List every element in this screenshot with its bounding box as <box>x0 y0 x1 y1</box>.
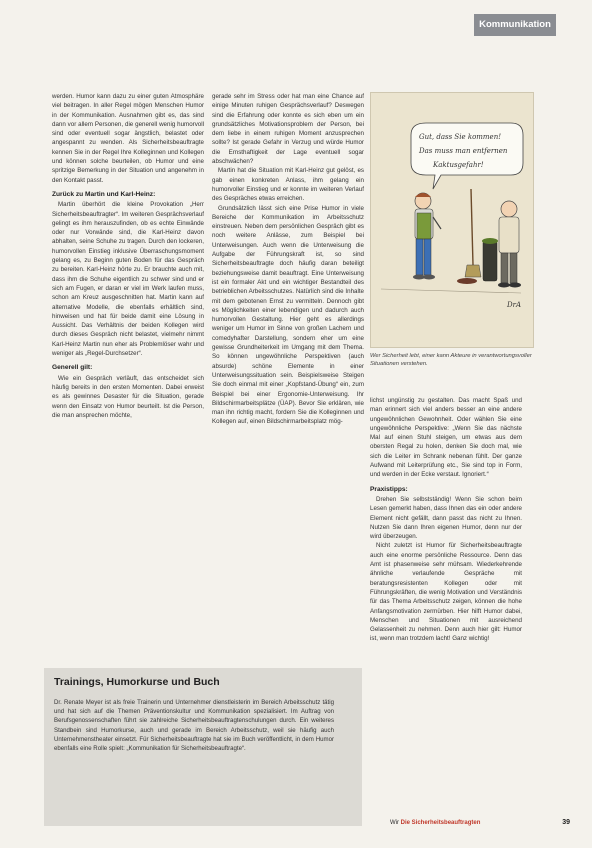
speech-text-3: Kaktusgefahr! <box>433 161 484 169</box>
info-box <box>44 668 362 826</box>
cartoon-drawing <box>371 93 533 347</box>
article-column-3 <box>370 396 522 644</box>
image-caption: Wer Sicherheit lebt, einer kann Akteure in verantwortungsvoller Situationen verstehen. <box>370 353 532 367</box>
paragraph: Martin hat die Situation mit Karl-Heinz gut gelöst, es gab einen konkreten Anlass, ihm gelang ein humorvoller Einstieg und er konnte im weiteren Verlauf des Gespräches etwas erreichen. <box>212 167 364 203</box>
paragraph: Nicht zuletzt ist Humor für Sicherheitsbeauftragte auch eine enorme persönliche Ressource. Denn das Amt ist phasenweise sehr mühsam. Wiederkehrende ähnliche verlaufende Gespräche mit beratungsresistenten Kollegen oder mit Führungskräften, die wenig Motivation und Verständnis für das Thema Arbeitsschutz zeigen, können die hohe Anfangsmotivation zermürben. Hier hilft Humor dabei, Menschen und Situationen mit ausreichend Gelassenheit zu nehmen. Denn auch hier gilt: Humor ist, wenn man trotzdem lacht! Ganz wichtig! <box>370 542 522 643</box>
paragraph: Martin überhört die kleine Provokation „Herr Sicherheitsbeauftragter“. Im weiteren Gesprächsverlauf gelingt es ihm herauszufinden, ob es echte Einwände oder nur Vorwände sind, die Karl-Heinz davon abhalten, seine Schuhe zu tragen. Durch den lockeren, humorvollen Einstieg inklusive Überraschungsmoment gelang es, zu Beginn guten Boden für das Gespräch zu bereiten. Karl-Heinz hörte zu. Er brauchte auch mit, dass ihm die Schuhe eigentlich zu schwer sind und er sich am Fugen, er daran er viel im Werk laufen muss, schon am Kreuz ausgeschnitten hat. Martin kann auf alternative Modelle, die ebenfalls erhältlich sind, hinweisen und hat für beide damit eine Lösung in Aussicht. Das Verhältnis der beiden Kollegen wird durch dieses Gespräch nicht belastet, vielmehr nimmt Karl-Heinz Martin nun eher als Problemlöser wahr und weniger als „Regel-Durchsetzer“. <box>52 201 204 358</box>
subheading: Zurück zu Martin und Karl-Heinz: <box>52 190 156 198</box>
page-number: 39 <box>562 819 570 826</box>
cartoon-illustration <box>370 92 534 348</box>
subheading: Praxistipps: <box>370 485 408 493</box>
paragraph: lichst ungünstig zu gestalten. Das macht Spaß und man erinnert sich viel anders besser an eine andere ungewöhnlichen Gewohnheit. Oder wählen Sie eine ungewöhnliche Perspektive: „Wenn Sie das nächste Mal auf einen Stuhl steigen, um etwas aus dem obersten Regal zu holen, denken Sie doch mal, wie sich die Leiter im Schrank nebenan fühlt. Der ganze Aufwand mit Leiterprüfung etc., Sie sind top in Form, und werden in der Ecke verstaut. Ignoriert.“ <box>370 397 522 479</box>
paragraph: werden. Humor kann dazu zu einer guten Atmosphäre viel beitragen. In aller Regel mögen Menschen Humor in der Kommunikation. Ausnahmen gibt es, das sind dann vor allem Personen, die generell wenig humorvoll sind oder eventuell sogar ängstlich, belastet oder angespannt zu wenden. Als Sicherheitsbeauftragte kennen Sie in der Regel Ihre Kolleginnen und Kollegen und können solche beurteilen, ob Humor und eine spritzige Bemerkung in der Situation und angenehm in den Kontakt passt. <box>52 93 204 184</box>
footer-issue: Wir <box>390 820 399 826</box>
section-tag: Kommunikation <box>474 14 556 36</box>
article-column-1 <box>52 92 204 420</box>
paragraph: gerade sehr im Stress oder hat man eine Chance auf einige Minuten ruhigen Gesprächsverlauf? Deswegen sind die Erfahrung oder konnte es sich eben um ein grundsätzliches Motivationsproblem der Person, bei dem liebe in einem ruhigen Moment anzusprechen sollte? Ist gerade Gefahr in Verzug und würde Humor die Ernsthaftigkeit der Lage eventuell sogar abschwächen? <box>212 93 364 166</box>
info-box-text: Dr. Renate Meyer ist als freie Trainerin und Unternehmer dienstleisterin im Bereich Arbeitsschutz tätig und hat sich auf die Themen Präventionskultur und Kommunikation spezialisiert. Im Auftrag von Berufsgenossenschaften führt sie zahlreiche Sicherheitsbeauftragtenschulungen durch. Ein weiteres Standbein sind Humorkurse, auch und gerade im Bereich Arbeitsschutz, weil sie häufig auch Unternehmenstheater einsetzt. Für Sicherheitsbeauftragte hat sie im Buch veröffentlicht, in dem Humor ebenfalls eine Rolle spielt: „Kommunikation für Sicherheitsbeauftragte“. <box>54 699 334 753</box>
page-footer <box>390 817 570 829</box>
paragraph: Wie ein Gespräch verläuft, das entscheidet sich häufig bereits in den ersten Momenten. Dabei erweist es als gewinnes Desaster für die Situation, gerade wenn den Einsatz von Humor beurteilt. Ist die Person, die man ansprechen möchte, <box>52 374 204 419</box>
speech-text-2: Das muss man entfernen <box>419 147 508 155</box>
speech-text-1: Gut, dass Sie kommen! <box>419 133 502 141</box>
artist-signature: DrA <box>507 301 522 309</box>
paragraph: Grundsätzlich lässt sich eine Prise Humor in viele Bereiche der Kommunikation im Arbeitsschutz einstreuen. Neben dem persönlichen Gespräch gibt es noch weitere Anlässe, zum Beispiel bei Unterweisungen. Auch wenn die Unterweisung die Aufgabe der Führungskraft ist, so sind Sicherheitsbeauftragte doch häufig daran beteiligt beziehungsweise damit beauftragt. Eine Unterweisung ist ein formaler Akt und ein wichtiger Bestandteil des betrieblichen Arbeitsschutzes. Natürlich sind die Inhalte mit dem gebotenen Ernst zu vermitteln. Dennoch gibt es Möglichkeiten einer lebendigen und dadurch auch humorvollen Gestaltung. Hier geht es allerdings weniger um Humor im Sinne von großen Lachern und comedyhafter Darstellung, sondern eher um eine gewisse Grundheiterkeit im Umgang mit dem Thema. So können ungewöhnliche Perspektiven (auch absurde) schöne Elemente in einer Unterweisungssituation sein. Beispielsweise Steigen Sie doch einmal mit einer „Kopfstand-Übung“ ein, zum Beispiel bei einer Ergonomie-Unterweisung. Ihr Bildschirmarbeitsplätze (ÜAP). Bevor Sie erklären, wie man ihn richtig macht, fordern Sie die Kolleginnen und Kollegen auf, einen Bildschirmarbeitsplatz mög- <box>212 204 364 426</box>
subheading: Generell gilt: <box>52 364 93 372</box>
paragraph: Drehen Sie selbstständig! Wenn Sie schon beim Lesen gemerkt haben, dass Ihnen das ein oder andere Element nicht gefällt, dann passt das nicht zu Ihnen. Nutzen Sie dann Ihren eigenen Humor, denn nur der wird überzeugen. <box>370 495 522 541</box>
article-column-2 <box>212 92 364 427</box>
info-box-title: Trainings, Humorkurse und Buch <box>54 676 220 688</box>
footer-magazine: Die Sicherheitsbeauftragten <box>400 820 481 826</box>
